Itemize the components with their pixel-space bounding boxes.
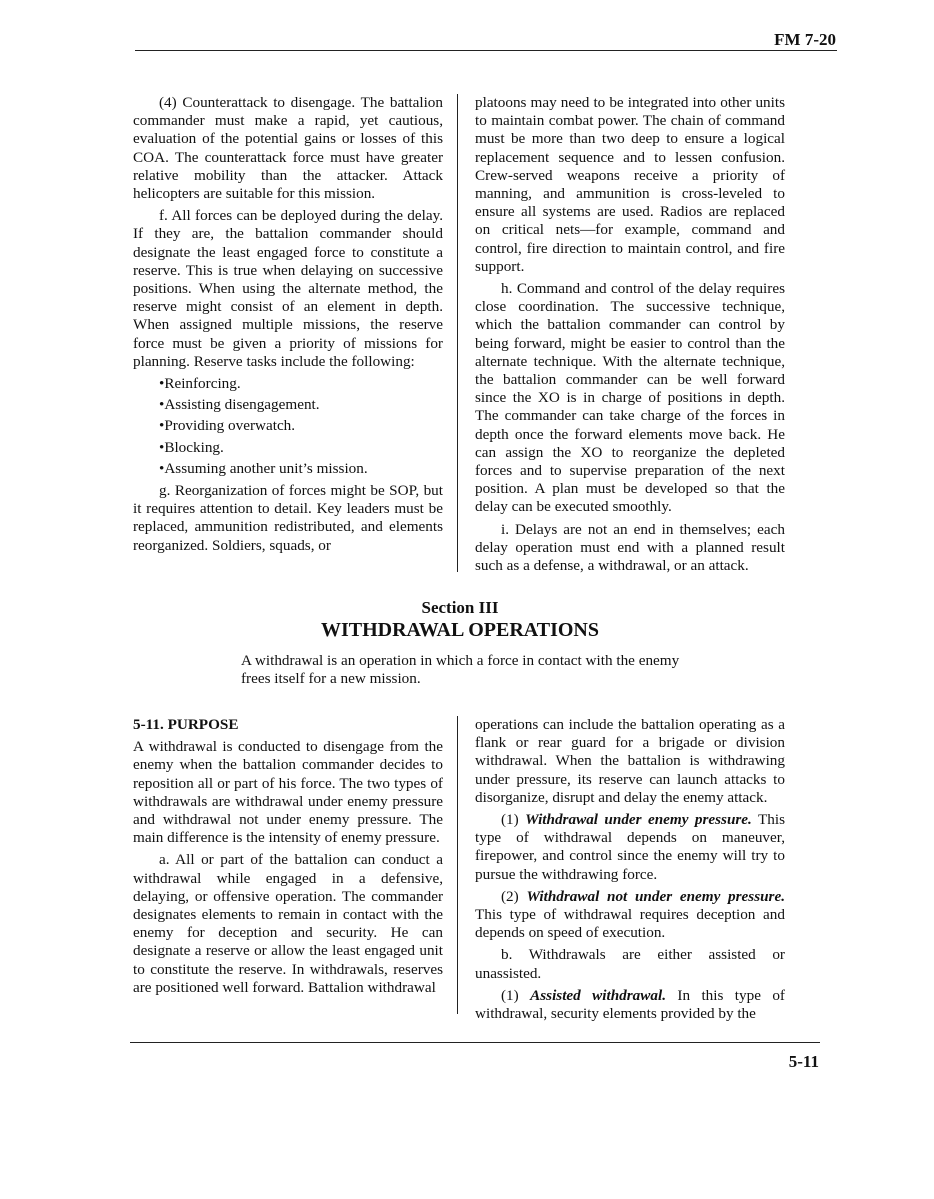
lower-right-column (475, 716, 785, 1027)
paragraph: i. Delays are not an end in themselves; each delay operation must end with a planned result such as a defense, a withdrawal, or an attack. (475, 520, 785, 575)
paragraph: b. Withdrawals are either assisted or unassisted. (475, 946, 785, 982)
paragraph (475, 811, 785, 884)
reserve-tasks-list (133, 375, 443, 478)
paragraph: platoons may need to be integrated into other units to maintain combat power. The chain of command must be more than two deep to ensure a logical replacement sequence and to lessen confusion. Crew-served weapons receive a priority of manning, and ammunition is cross-leveled to ensure all systems are used. Radios are replaced on critical nets—for example, command and control, fire direction to maintain control, and fire support. (475, 94, 785, 275)
paragraph: operations can include the battalion operating as a flank or rear guard for a brigade or division withdrawal. When the battalion is withdrawing under pressure, its reserve can launch attacks to disorganize, disrupt and delay the enemy attack. (475, 716, 785, 806)
paragraph (475, 987, 785, 1023)
paragraph: h. Command and control of the delay requires close coordination. The successive technique, which the battalion commander can control by being forward, might be easier to control than the alternate technique. With the alternate technique, the battalion commander can be well forward since the XO is in charge of positions in depth. The commander can take charge of the forces in depth once the forward elements move back. He can assign the XO to reorganize the depleted forces and to supervise preparation of the next position. A plan must be developed so that the delay can be executed smoothly. (475, 280, 785, 516)
paragraph-text: This type of withdrawal depends on maneuver, firepower, and control since the enemy will try to pursue the withdrawing force. (475, 811, 786, 883)
list-item: •Assisting disengagement. (159, 396, 320, 414)
header-rule (135, 50, 837, 51)
section-intro: A withdrawal is an operation in which a force in contact with the enemy frees itself for a new mission. (241, 652, 680, 688)
section-title: WITHDRAWAL OPERATIONS (320, 619, 600, 641)
paragraph-number: (2) (501, 887, 519, 905)
paragraph: g. Reorganization of forces might be SOP, but it requires attention to detail. Key leaders must be replaced, ammunition redistributed, and elements reorganized. Soldiers, squads, or (133, 482, 443, 554)
column-divider (457, 94, 458, 572)
footer-rule (130, 1042, 820, 1043)
paragraph-heading: 5-11. PURPOSE (133, 716, 239, 733)
manual-code: FM 7-20 (774, 30, 836, 49)
paragraph-text: This type of withdrawal requires deception and depends on speed of execution. (475, 906, 785, 942)
list-item: •Providing overwatch. (159, 417, 296, 435)
list-item: •Assuming another unit’s mission. (159, 459, 368, 477)
paragraph-text: In this type of withdrawal, security elements provided by the (475, 986, 785, 1023)
paragraph (475, 888, 785, 943)
lower-left-column (133, 716, 443, 1001)
paragraph: A withdrawal is conducted to disengage from the enemy when the battalion commander decides to reposition all or part of his force. The two types of withdrawals are withdrawal under enemy pressure and withdrawal not under enemy pressure. The main difference is the intensity of enemy pressure. (133, 738, 443, 847)
paragraph: (4) Counterattack to disengage. The battalion commander must make a rapid, yet cautious, evaluation of the potential gains or losses of this COA. The counterattack force must have greater relative mobility than the attacker. Attack helicopters are suitable for this mission. (133, 94, 443, 203)
paragraph-term: Withdrawal under enemy pressure. (525, 811, 752, 829)
paragraph-number: (1) (501, 986, 519, 1004)
column-divider (457, 716, 458, 1014)
upper-left-column (133, 94, 443, 559)
paragraph-term: Assisted withdrawal. (530, 986, 667, 1004)
paragraph-term: Withdrawal not under enemy pressure. (526, 887, 785, 905)
list-item: •Reinforcing. (159, 375, 241, 393)
section-label: Section III (421, 598, 499, 617)
paragraph: a. All or part of the battalion can conduct a withdrawal while engaged in a defensive, delaying, or offensive operation. The commander designates elements to remain in contact with the enemy for deception and security. He can designate a reserve or allow the least engaged unit to constitute the reserve. In withdrawals, reserves are positioned well forward. Battalion withdrawal (133, 851, 443, 996)
page-number: 5-11 (788, 1052, 819, 1071)
paragraph-number: (1) (501, 811, 519, 829)
section-heading (260, 598, 660, 642)
upper-right-column (475, 94, 785, 579)
paragraph: f. All forces can be deployed during the delay. If they are, the battalion commander should designate the least engaged force to constitute a reserve. This is true when delaying on successive positions. When using the alternate method, the reserve might consist of an element in depth. When assigned multiple missions, the reserve force must be given a priority of missions for planning. Reserve tasks include the following: (133, 207, 443, 370)
list-item: •Blocking. (159, 438, 224, 456)
